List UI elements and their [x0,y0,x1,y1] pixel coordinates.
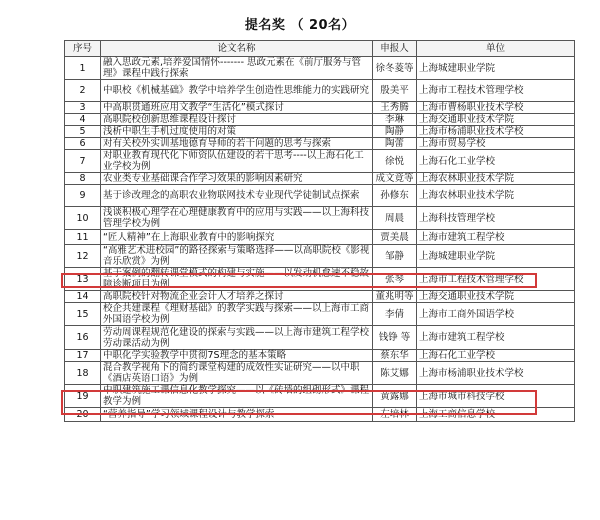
cell-number: 1 [65,57,101,80]
header-paper-title: 论文名称 [101,41,373,57]
cell-number: 8 [65,173,101,185]
cell-number: 12 [65,245,101,268]
table-row [65,362,575,385]
cell-unit: 上海工商信息学校 [417,408,575,422]
cell-paper-title: 劳动周课程规范化建设的探索与实践——以上海市建筑工程学校劳动课活动为例 [101,326,373,350]
cell-unit: 上海市工程技术管理学校 [417,268,575,291]
table-row [65,102,575,114]
cell-paper-title: 校企共建课程《理财基础》的教学实践与探索——以上海市工商外国语学校为例 [101,303,373,326]
cell-unit: 上海市贸易学校 [417,138,575,150]
table-row [65,350,575,362]
cell-unit: 上海市建筑工程学校 [417,230,575,245]
cell-paper-title: 浅析中职生手机过度使用的对策 [101,126,373,138]
nomination-table [64,40,575,422]
table-row [65,126,575,138]
cell-number: 10 [65,207,101,230]
cell-number: 9 [65,185,101,207]
cell-paper-title: “匠人精神”在上海职业教育中的影响探究 [101,230,373,245]
table-row [65,230,575,245]
cell-applicant: 李倩 [373,303,417,326]
cell-number: 4 [65,114,101,126]
table-row [65,185,575,207]
cell-paper-title: 中高职贯通班应用文教学“生活化”模式探讨 [101,102,373,114]
cell-paper-title: 浅谈积极心理学在心理健康教育中的应用与实践——以上海科技管理学校为例 [101,207,373,230]
cell-applicant: 贾美晨 [373,230,417,245]
cell-number: 20 [65,408,101,422]
cell-number: 6 [65,138,101,150]
cell-unit: 上海市工程技术管理学校 [417,80,575,102]
cell-applicant: 王秀腾 [373,102,417,114]
cell-number: 7 [65,150,101,173]
cell-applicant: 成文竟等 [373,173,417,185]
cell-unit: 上海石化工业学校 [417,350,575,362]
cell-paper-title: 对职业教育现代化下师资队伍建设的若干思考----以上海石化工业学校为例 [101,150,373,173]
cell-paper-title: 高职院校创新思维课程设计探讨 [101,114,373,126]
cell-applicant: 蔡东华 [373,350,417,362]
cell-unit: 上海科技管理学校 [417,207,575,230]
cell-unit: 上海市工商外国语学校 [417,303,575,326]
cell-paper-title: 混合教学视角下的简约课堂构建的成效性实证研究——以中职《酒店英语口语》为例 [101,362,373,385]
header-unit: 单位 [417,41,575,57]
cell-paper-title: 中职化学实验教学中贯彻7S理念的基本策略 [101,350,373,362]
cell-unit: 上海城建职业学院 [417,245,575,268]
cell-number: 17 [65,350,101,362]
table-row [65,207,575,230]
cell-number: 18 [65,362,101,385]
table-row [65,385,575,408]
header-applicant: 申报人 [373,41,417,57]
cell-applicant: 周晨 [373,207,417,230]
cell-number: 11 [65,230,101,245]
cell-applicant: 徐冬菱等 [373,57,417,80]
cell-number: 3 [65,102,101,114]
table-row [65,291,575,303]
cell-number: 2 [65,80,101,102]
cell-unit: 上海农林职业技术学院 [417,173,575,185]
cell-unit: 上海市杨浦职业技术学校 [417,126,575,138]
cell-applicant: 陶静 [373,126,417,138]
cell-number: 16 [65,326,101,350]
cell-paper-title: 高职院校针对物流企业会计人才培养之探讨 [101,291,373,303]
cell-paper-title: 融入思政元素,培养爱国情怀------- 思政元素在《前厅服务与管理》课程中践行探索 [101,57,373,80]
cell-unit: 上海农林职业技术学院 [417,185,575,207]
table-row [65,80,575,102]
page-title: 提名奖 （ 20名） [244,18,356,33]
header-row [65,41,575,57]
cell-unit: 上海石化工业学校 [417,150,575,173]
cell-paper-title: 对有关校外实训基地德育导师的若干问题的思考与探索 [101,138,373,150]
header-number: 序号 [65,41,101,57]
cell-unit: 上海市杨浦职业技术学校 [417,362,575,385]
cell-applicant: 陈艾娜 [373,362,417,385]
cell-applicant: 董兆明等 [373,291,417,303]
cell-paper-title: 中职校《机械基础》教学中培养学生创造性思维能力的实践研究 [101,80,373,102]
table-row [65,408,575,422]
table-row [65,268,575,291]
table-row [65,303,575,326]
cell-paper-title: 基于诊改理念的高职农业物联网技术专业现代学徒制试点探索 [101,185,373,207]
table-row [65,245,575,268]
cell-paper-title: 农业类专业基础课合作学习效果的影响因素研究 [101,173,373,185]
cell-number: 15 [65,303,101,326]
cell-number: 19 [65,385,101,408]
cell-unit: 上海市城市科技学校 [417,385,575,408]
cell-paper-title: 基于案例的翻转课堂模式的构建与实施——以发动机怠速不稳故障诊断项目为例 [101,268,373,291]
cell-applicant: 黄露娜 [373,385,417,408]
cell-number: 14 [65,291,101,303]
cell-applicant: 钱铮 等 [373,326,417,350]
cell-applicant: 张琴 [373,268,417,291]
table-row [65,326,575,350]
cell-paper-title: 中职建筑施工课信息化教学探究——以《砖墙的组砌形式》课程教学为例 [101,385,373,408]
cell-applicant: 左培林 [373,408,417,422]
table-body [65,57,575,422]
table-row [65,150,575,173]
cell-applicant: 孙修东 [373,185,417,207]
cell-unit: 上海城建职业学院 [417,57,575,80]
cell-unit: 上海交通职业技术学院 [417,114,575,126]
cell-applicant: 徐悦 [373,150,417,173]
cell-number: 5 [65,126,101,138]
cell-applicant: 李琳 [373,114,417,126]
table-row [65,57,575,80]
cell-number: 13 [65,268,101,291]
cell-paper-title: “高雅艺术进校园”的路径探索与策略选择——以高职院校《影视音乐欣赏》为例 [101,245,373,268]
table-header [65,41,575,57]
cell-unit: 上海市建筑工程学校 [417,326,575,350]
cell-unit: 上海交通职业技术学院 [417,291,575,303]
table-row [65,173,575,185]
cell-applicant: 陶蕾 [373,138,417,150]
cell-applicant: 邹静 [373,245,417,268]
table-row [65,138,575,150]
cell-applicant: 殷美平 [373,80,417,102]
cell-paper-title: “营养指导”学习领域课程设计与教学探索 [101,408,373,422]
cell-unit: 上海市曹杨职业技术学校 [417,102,575,114]
table-row [65,114,575,126]
